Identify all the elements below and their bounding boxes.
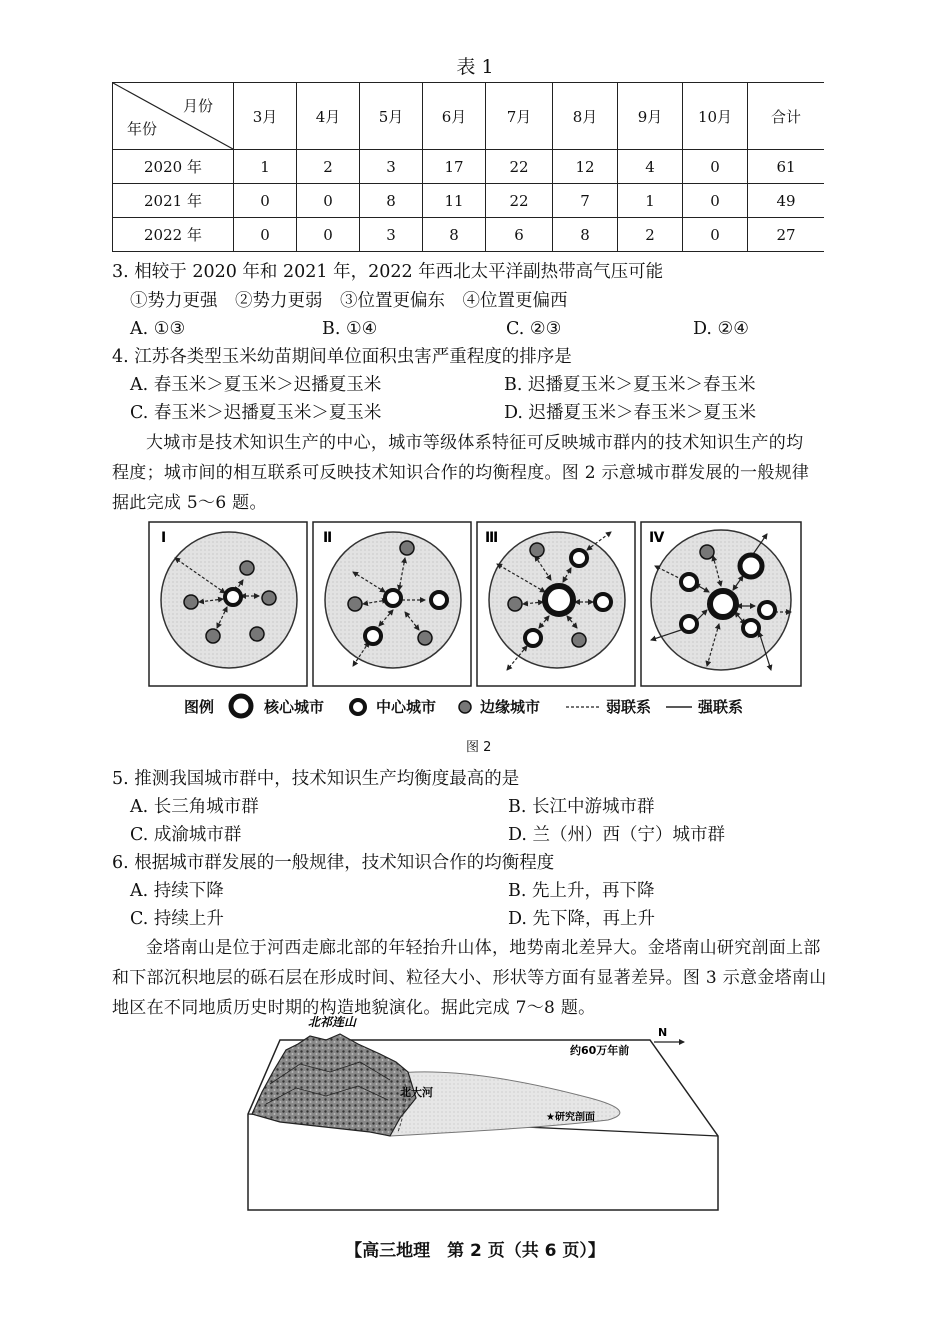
mountain-label: 北祁连山 bbox=[308, 1015, 357, 1029]
year-cell: 2021 年 bbox=[113, 184, 234, 218]
table-corner bbox=[113, 83, 234, 150]
table-cell: 12 bbox=[553, 150, 618, 184]
panel-4-diagram bbox=[651, 530, 791, 670]
option-b: B. 先上升，再下降 bbox=[508, 881, 655, 901]
option-b: B. 长江中游城市群 bbox=[508, 797, 655, 817]
option-c: C. 持续上升 bbox=[130, 909, 224, 929]
option-d: D. 迟播夏玉米＞春玉米＞夏玉米 bbox=[504, 403, 757, 423]
figure-2-caption: 图 2 bbox=[466, 740, 492, 755]
option-c: C. 春玉米＞迟播夏玉米＞夏玉米 bbox=[130, 403, 382, 423]
header-cell: 5月 bbox=[360, 83, 423, 150]
option-a: A. 持续下降 bbox=[130, 881, 224, 901]
table-cell: 0 bbox=[683, 150, 748, 184]
option-a: A. 春玉米＞夏玉米＞迟播夏玉米 bbox=[130, 375, 382, 395]
table-cell: 0 bbox=[297, 184, 360, 218]
legend-edge-label: 边缘城市 bbox=[480, 698, 541, 716]
intro-paragraph-line: 地区在不同地质历史时期的构造地貌演化。据此完成 7～8 题。 bbox=[112, 998, 596, 1018]
table-cell: 6 bbox=[486, 218, 553, 252]
table-cell: 0 bbox=[234, 218, 297, 252]
header-cell: 3月 bbox=[234, 83, 297, 150]
core-city-icon bbox=[226, 692, 256, 720]
question-3-stem: 3. 相较于 2020 年和 2021 年，2022 年西北太平洋副热带高气压可能 bbox=[112, 262, 664, 282]
corner-diagonal bbox=[113, 83, 233, 149]
legend-center-label: 中心城市 bbox=[376, 698, 437, 716]
table-cell: 7 bbox=[553, 184, 618, 218]
year-cell: 2022 年 bbox=[113, 218, 234, 252]
table-cell: 4 bbox=[618, 150, 683, 184]
table-cell: 0 bbox=[234, 184, 297, 218]
data-table bbox=[112, 82, 824, 252]
header-cell: 8月 bbox=[553, 83, 618, 150]
table-row bbox=[113, 218, 825, 252]
option-d: D. 兰（州）西（宁）城市群 bbox=[508, 825, 726, 845]
option-d: D. ②④ bbox=[693, 319, 749, 339]
panel-1-diagram bbox=[161, 532, 297, 668]
intro-paragraph-line: 程度；城市间的相互联系可反映技术知识合作的均衡程度。图 2 示意城市群发展的一般规律 bbox=[112, 463, 810, 483]
page-footer: 【高三地理 第 2 页（共 6 页）】 bbox=[345, 1241, 605, 1261]
table-title: 表 1 bbox=[456, 56, 494, 78]
year-cell: 2020 年 bbox=[113, 150, 234, 184]
option-c: C. ②③ bbox=[506, 319, 562, 339]
panel-2-diagram bbox=[325, 532, 461, 668]
table-cell: 3 bbox=[360, 150, 423, 184]
option-a: A. 长三角城市群 bbox=[130, 797, 259, 817]
table-cell: 8 bbox=[553, 218, 618, 252]
panel-4-label: Ⅳ bbox=[649, 530, 665, 546]
option-b: B. 迟播夏玉米＞夏玉米＞春玉米 bbox=[504, 375, 756, 395]
panel-3-label: Ⅲ bbox=[485, 530, 499, 546]
figure-2-city-cluster-diagram bbox=[147, 520, 807, 690]
header-cell: 合计 bbox=[748, 83, 825, 150]
question-3-items: ①势力更强 ②势力更弱 ③位置更偏东 ④位置更偏西 bbox=[130, 291, 568, 311]
intro-paragraph-line: 据此完成 5～6 题。 bbox=[112, 493, 267, 513]
header-cell: 10月 bbox=[683, 83, 748, 150]
table-row bbox=[113, 184, 825, 218]
table-header-row bbox=[113, 83, 825, 150]
table-cell: 8 bbox=[423, 218, 486, 252]
table-cell: 0 bbox=[297, 218, 360, 252]
table-cell: 22 bbox=[486, 184, 553, 218]
option-a: A. ①③ bbox=[130, 319, 186, 339]
panel-1-label: Ⅰ bbox=[161, 530, 167, 546]
legend-title: 图例 bbox=[184, 698, 215, 716]
section-label: ★研究剖面 bbox=[546, 1112, 595, 1123]
table-cell: 49 bbox=[748, 184, 825, 218]
corner-year-label: 年份 bbox=[127, 120, 158, 138]
option-b: B. ①④ bbox=[322, 319, 378, 339]
table-cell: 17 bbox=[423, 150, 486, 184]
edge-city-icon bbox=[454, 696, 476, 718]
center-city-icon bbox=[346, 695, 370, 719]
table-cell: 1 bbox=[618, 184, 683, 218]
question-5-stem: 5. 推测我国城市群中，技术知识生产均衡度最高的是 bbox=[112, 769, 520, 789]
header-cell: 9月 bbox=[618, 83, 683, 150]
legend-weak-label: 弱联系 bbox=[606, 698, 652, 716]
north-label: N bbox=[658, 1026, 668, 1039]
table-cell: 61 bbox=[748, 150, 825, 184]
table-cell: 1 bbox=[234, 150, 297, 184]
header-cell: 7月 bbox=[486, 83, 553, 150]
river-label: 北大河 bbox=[400, 1086, 433, 1099]
table-cell: 8 bbox=[360, 184, 423, 218]
header-cell: 6月 bbox=[423, 83, 486, 150]
table-cell: 0 bbox=[683, 184, 748, 218]
panel-2-label: Ⅱ bbox=[323, 530, 333, 546]
table-cell: 3 bbox=[360, 218, 423, 252]
figure-2-legend bbox=[180, 696, 780, 718]
header-cell: 4月 bbox=[297, 83, 360, 150]
table-cell: 27 bbox=[748, 218, 825, 252]
legend-core-label: 核心城市 bbox=[264, 698, 325, 716]
table-cell: 22 bbox=[486, 150, 553, 184]
table-row bbox=[113, 150, 825, 184]
corner-month-label: 月份 bbox=[182, 97, 213, 115]
legend-strong-label: 强联系 bbox=[698, 698, 744, 716]
table-cell: 2 bbox=[618, 218, 683, 252]
panel-3-diagram bbox=[489, 532, 625, 670]
question-4-stem: 4. 江苏各类型玉米幼苗期间单位面积虫害严重程度的排序是 bbox=[112, 347, 572, 367]
table-cell: 2 bbox=[297, 150, 360, 184]
question-6-stem: 6. 根据城市群发展的一般规律，技术知识合作的均衡程度 bbox=[112, 853, 555, 873]
intro-paragraph-line: 金塔南山是位于河西走廊北部的年轻抬升山体，地势南北差异大。金塔南山研究剖面上部 bbox=[146, 938, 821, 958]
strong-link-icon bbox=[664, 700, 694, 714]
option-d: D. 先下降，再上升 bbox=[508, 909, 656, 929]
option-c: C. 成渝城市群 bbox=[130, 825, 242, 845]
table-cell: 0 bbox=[683, 218, 748, 252]
intro-paragraph-line: 大城市是技术知识生产的中心，城市等级体系特征可反映城市群内的技术知识生产的均 bbox=[146, 433, 804, 453]
time-label: 约60万年前 bbox=[570, 1044, 630, 1057]
intro-paragraph-line: 和下部沉积地层的砾石层在形成时间、粒径大小、形状等方面有显著差异。图 3 示意金塔南山 bbox=[112, 968, 827, 988]
weak-link-icon bbox=[564, 700, 602, 714]
table-cell: 11 bbox=[423, 184, 486, 218]
figure-3-landform-block-diagram bbox=[240, 1014, 730, 1214]
